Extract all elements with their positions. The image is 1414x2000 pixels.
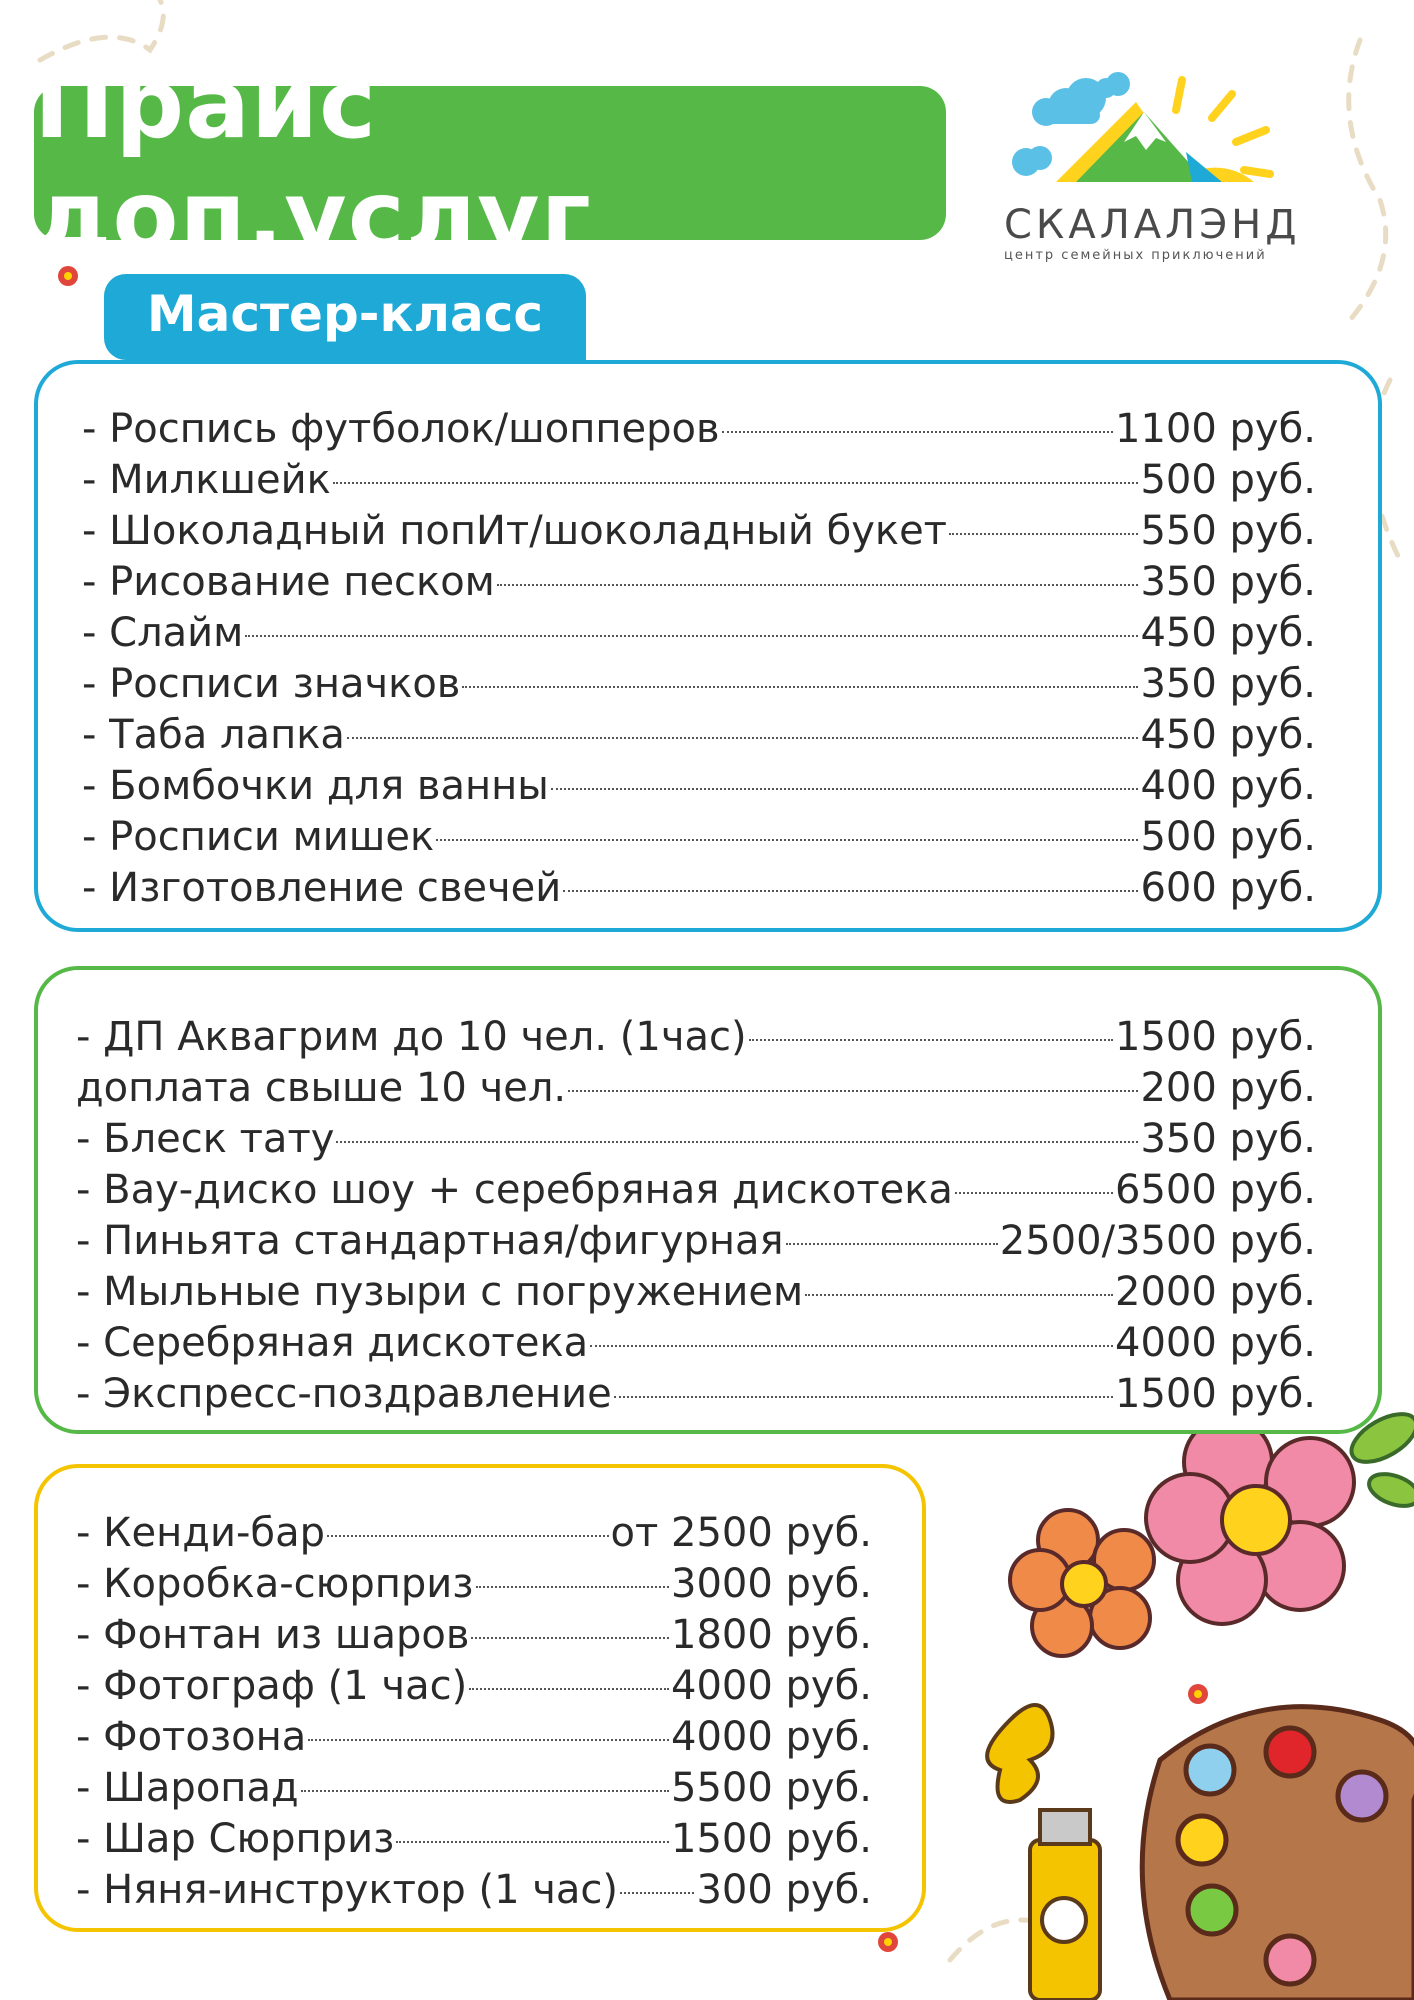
service-name: - Вау-диско шоу + серебряная дискотека: [76, 1167, 953, 1213]
dot-leader: [469, 1688, 669, 1690]
extras-list: [76, 1508, 872, 1916]
price-row: [76, 1114, 1316, 1165]
service-price: 350 руб.: [1140, 559, 1316, 605]
dot-leader: [551, 788, 1139, 790]
price-row: [76, 1610, 872, 1661]
service-name: - Кенди-бар: [76, 1510, 325, 1556]
price-row: [76, 1865, 872, 1916]
service-price: 500 руб.: [1140, 814, 1316, 860]
dot-leader: [347, 737, 1139, 739]
service-name: - Няня-инструктор (1 час): [76, 1867, 618, 1913]
service-price: 3000 руб.: [671, 1561, 872, 1607]
service-name: - Росписи мишек: [82, 814, 435, 860]
dot-leader: [336, 1141, 1138, 1143]
price-row: [82, 506, 1316, 557]
price-row: [82, 404, 1316, 455]
dot-leader: [614, 1396, 1113, 1398]
service-price: 1800 руб.: [671, 1612, 872, 1658]
service-price: 6500 руб.: [1115, 1167, 1316, 1213]
service-price: от 2500 руб.: [610, 1510, 872, 1556]
price-row: [76, 1063, 1316, 1114]
page-title: Прайс доп.услуг: [34, 48, 592, 272]
price-row: [82, 455, 1316, 506]
price-row: [82, 557, 1316, 608]
dot-leader: [949, 533, 1139, 535]
service-name: - Бомбочки для ванны: [82, 763, 549, 809]
dot-leader: [497, 584, 1139, 586]
service-name: - Рисование песком: [82, 559, 495, 605]
service-price: 1500 руб.: [1115, 1014, 1316, 1060]
service-price: 1100 руб.: [1115, 406, 1316, 452]
service-price: 350 руб.: [1140, 661, 1316, 707]
service-price: 350 руб.: [1140, 1116, 1316, 1162]
dot-leader: [327, 1535, 609, 1537]
service-price: 4000 руб.: [671, 1714, 872, 1760]
service-name: - Экспресс-поздравление: [76, 1371, 612, 1417]
service-price: 1500 руб.: [671, 1816, 872, 1862]
master-class-list: [82, 404, 1316, 914]
service-name: - Шоколадный попИт/шоколадный букет: [82, 508, 947, 554]
price-row: [82, 710, 1316, 761]
service-name: - Фонтан из шаров: [76, 1612, 470, 1658]
dot-leader: [245, 635, 1138, 637]
section-label: Мастер-класс: [146, 285, 544, 343]
service-name: - Слайм: [82, 610, 244, 656]
service-price: 2500/3500 руб.: [999, 1218, 1316, 1264]
service-price: 200 руб.: [1140, 1065, 1316, 1111]
price-row: [76, 1763, 872, 1814]
small-flower-icon: [1188, 1684, 1208, 1704]
service-name: - Милкшейк: [82, 457, 331, 503]
master-class-panel: [34, 360, 1382, 932]
dot-leader: [722, 431, 1113, 433]
dot-leader: [749, 1039, 1113, 1041]
service-price: 550 руб.: [1140, 508, 1316, 554]
dot-leader: [471, 1637, 669, 1639]
dot-leader: [301, 1790, 669, 1792]
service-price: 600 руб.: [1140, 865, 1316, 911]
dot-leader: [476, 1586, 670, 1588]
service-price: 1500 руб.: [1115, 1371, 1316, 1417]
dot-leader: [786, 1243, 998, 1245]
dot-leader: [462, 686, 1138, 688]
service-name: - ДП Аквагрим до 10 чел. (1час): [76, 1014, 747, 1060]
extras-panel: [34, 1464, 926, 1932]
dot-leader: [436, 839, 1138, 841]
price-row: [76, 1712, 872, 1763]
title-banner: [34, 48, 946, 272]
entertainment-list: [76, 1012, 1316, 1420]
section-tab-master-class: [104, 274, 586, 360]
service-price: 2000 руб.: [1115, 1269, 1316, 1315]
service-name: - Росписи значков: [82, 661, 461, 707]
service-name: - Серебряная дискотека: [76, 1320, 589, 1366]
orange-flower-icon: [1010, 1510, 1154, 1656]
dot-leader: [333, 482, 1139, 484]
price-row: [82, 812, 1316, 863]
logo-name: СКАЛАЛЭНД: [1004, 202, 1301, 248]
price-row: [76, 1661, 872, 1712]
dot-leader: [308, 1739, 669, 1741]
price-row: [82, 659, 1316, 710]
entertainment-panel: [34, 966, 1382, 1434]
price-row: [76, 1559, 872, 1610]
price-row: [76, 1508, 872, 1559]
price-row: [76, 1814, 872, 1865]
service-price: 400 руб.: [1140, 763, 1316, 809]
palette-icon: [1142, 1707, 1414, 2000]
price-row: [82, 863, 1316, 914]
price-row: [82, 608, 1316, 659]
price-row: [76, 1216, 1316, 1267]
service-price: 5500 руб.: [671, 1765, 872, 1811]
service-name: - Фотограф (1 час): [76, 1663, 468, 1709]
service-price: 4000 руб.: [671, 1663, 872, 1709]
price-row: [76, 1318, 1316, 1369]
price-row: [76, 1369, 1316, 1420]
service-name: - Пиньята стандартная/фигурная: [76, 1218, 784, 1264]
service-name: - Фотозона: [76, 1714, 307, 1760]
service-name: - Шаропад: [76, 1765, 299, 1811]
price-row: [76, 1165, 1316, 1216]
service-price: 4000 руб.: [1115, 1320, 1316, 1366]
small-flower-icon: [878, 1932, 898, 1952]
paint-tube-icon: [987, 1705, 1100, 2000]
service-name: - Роспись футболок/шопперов: [82, 406, 720, 452]
service-price: 450 руб.: [1140, 610, 1316, 656]
service-name: - Шар Сюрприз: [76, 1816, 395, 1862]
service-name: - Коробка-сюрприз: [76, 1561, 474, 1607]
service-name: - Мыльные пузыри с погружением: [76, 1269, 804, 1315]
pink-flower-icon: [1146, 1418, 1354, 1624]
dot-leader: [620, 1892, 694, 1894]
dot-leader: [563, 890, 1138, 892]
dot-leader: [396, 1841, 669, 1843]
dot-leader: [955, 1192, 1113, 1194]
service-price: 450 руб.: [1140, 712, 1316, 758]
dot-leader: [805, 1294, 1113, 1296]
logo-tagline: центр семейных приключений: [1004, 248, 1267, 263]
mountain-logo-icon: [996, 72, 1296, 202]
price-row: [76, 1267, 1316, 1318]
service-price: 300 руб.: [696, 1867, 872, 1913]
service-name: - Изготовление свечей: [82, 865, 562, 911]
dot-leader: [568, 1090, 1138, 1092]
price-row: [76, 1012, 1316, 1063]
price-row: [82, 761, 1316, 812]
service-price: 500 руб.: [1140, 457, 1316, 503]
service-name: - Блеск тату: [76, 1116, 335, 1162]
service-name: доплата свыше 10 чел.: [76, 1065, 567, 1111]
brand-logo: [996, 72, 1301, 272]
service-name: - Таба лапка: [82, 712, 345, 758]
dot-leader: [590, 1345, 1113, 1347]
